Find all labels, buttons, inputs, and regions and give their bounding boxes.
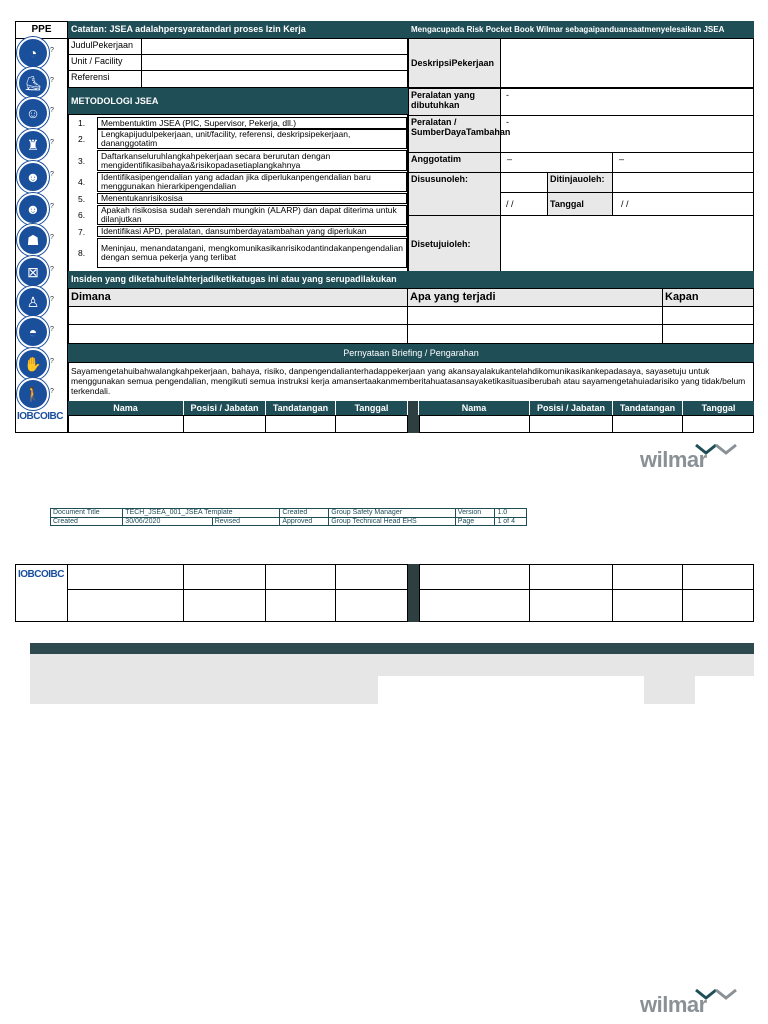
full-body-suit-icon: ♙ [17, 286, 49, 318]
judul-input[interactable] [141, 38, 408, 55]
ditinjau-date[interactable]: / / [612, 192, 754, 216]
anggota-input-2[interactable]: – [612, 152, 754, 173]
disusun-input[interactable] [500, 172, 548, 193]
sig-position-input[interactable] [183, 564, 266, 590]
sig-signature-input[interactable] [612, 415, 683, 433]
sig-signature-input[interactable] [265, 589, 336, 622]
briefing-title: Pernyataan Briefing / Pengarahan [68, 344, 754, 363]
risk-book-note: Mengacupada Risk Pocket Book Wilmar sebagaipanduansaatmenyelesaikan JSEA [408, 21, 754, 38]
sig-date-input[interactable] [682, 415, 754, 433]
unit-input[interactable] [141, 54, 408, 71]
sig-col-name: Nama [68, 401, 184, 415]
incident-when-input[interactable] [662, 324, 754, 344]
sig-signature-input[interactable] [612, 564, 683, 590]
method-step: 1. Membentuktim JSEA (PIC, Supervisor, Pekerja, dll.) [72, 117, 407, 129]
sig-date-input[interactable] [682, 564, 754, 590]
method-step: 5. Menentukanrisikosisa [72, 193, 407, 204]
sig-col-date: Tanggal [336, 401, 408, 415]
ppe-item: ☻ ? [17, 193, 65, 223]
ppe-item: ◔ ? [17, 37, 65, 67]
sig-col-signature: Tandatangan [266, 401, 336, 415]
sig-col-signature: Tandatangan [613, 401, 683, 415]
sig-date-input[interactable] [335, 564, 408, 590]
sig-col-date: Tanggal [683, 401, 754, 415]
anggota-label: Anggotatim [408, 152, 501, 173]
incident-what-input[interactable] [407, 324, 663, 344]
ppe-item: 🚶 ? [17, 378, 65, 408]
jsea-note: Catatan: JSEA adalahpersyaratandari proses Izin Kerja [68, 21, 408, 38]
wilmar-logo: wilmar [640, 988, 740, 1018]
ppe-item: ◓ ? [17, 316, 65, 346]
peralatan-input[interactable]: - [500, 88, 754, 116]
anggota-input-1[interactable]: – [500, 152, 613, 173]
judul-label: JudulPekerjaan [68, 38, 142, 55]
incident-where-input[interactable] [68, 306, 408, 325]
ppe-title: PPE [16, 22, 67, 39]
ppe-item: ♜ ? [17, 129, 65, 159]
welding-mask-icon: ☗ [17, 224, 49, 256]
incident-where-label: Dimana [68, 288, 408, 307]
ref-label: Referensi [68, 70, 142, 88]
hard-hat-icon: ◓ [17, 316, 49, 348]
coverall-icon: ♜ [17, 129, 49, 161]
sig-col-position: Posisi / Jabatan [184, 401, 266, 415]
method-step: 7. Identifikasi APD, peralatan, dansumberdayatambahan yang diperlukan [72, 226, 407, 237]
incident-title: Insiden yang diketahuitelahterjadiketikatugas ini atau yang serupadilakukan [68, 271, 754, 288]
disusun-label: Disusunoleh: [408, 172, 501, 216]
sig-position-input[interactable] [529, 415, 613, 433]
briefing-text: Sayamengetahuibahwalangkahpekerjaan, bahaya, risiko, danpengendalianterhadappekerjaan yang akansayalakukantelahdikomunikasikankepadasaya, sayasetuju untuk menggunakan semua pengendalian, mengikuti semua instruksi kerja amansertaakanmemberitahuatasansayaketikasituasiberubah atau sayamengetahuiadarisiko yang tidak/belum terkendali. [68, 362, 754, 402]
ref-input[interactable] [141, 70, 408, 88]
ppe-item: ✋ ? [17, 348, 65, 378]
ppe-item: ⛸ ? [17, 67, 65, 97]
incident-where-input[interactable] [68, 324, 408, 344]
ppe-item: ☻ ? [17, 161, 65, 191]
sig-col-position: Posisi / Jabatan [530, 401, 613, 415]
ppe-item: ♙ ? [17, 286, 65, 316]
sig-name-input[interactable] [68, 415, 184, 433]
sig-position-input[interactable] [529, 564, 613, 590]
method-step: 8. Meninjau, menandatangani, mengkomunikasikanrisikodantindakanpengendalian dengan semua pekerja yang terlibat [72, 238, 407, 268]
disetujui-input[interactable] [500, 215, 754, 272]
incident-when-input[interactable] [662, 306, 754, 325]
sig-date-input[interactable] [682, 589, 754, 622]
disusun-date[interactable]: / / [500, 192, 548, 216]
method-step: 4. Identifikasipengendalian yang adadan jika diperlukanpengendalian baru menggunakan hierarkipengendalian [72, 172, 407, 192]
sig-signature-input[interactable] [265, 564, 336, 590]
face-shield-icon: ☺ [17, 97, 49, 129]
sig-divider [408, 401, 419, 415]
ppe-item: ☺ ? [17, 97, 65, 127]
sig-name-input[interactable] [419, 564, 530, 590]
ppe-logo-cell [15, 564, 68, 622]
method-step: 2. Lengkapijudulpekerjaan, unit/facility, referensi, deskripsipekerjaan, dananggotatim [72, 129, 407, 149]
sumber-label: Peralatan / SumberDayaTambahan [408, 115, 501, 153]
gloves-icon: ✋ [17, 348, 49, 380]
blank-field[interactable] [378, 676, 644, 704]
dust-mask-icon: ☻ [17, 193, 49, 225]
ppe-item: ⊠ ? [17, 256, 65, 286]
tanggal-label: Tanggal [547, 192, 613, 216]
incident-when-label: Kapan [662, 288, 754, 307]
method-step: 6. Apakah risikosisa sudah serendah mungkin (ALARP) dan dapat diterima untuk dilanjutkan [72, 205, 407, 225]
ditinjau-label: Ditinjauoleh: [547, 172, 613, 193]
sig-divider [408, 415, 419, 433]
ppe-item: ☗ ? [17, 224, 65, 254]
ppe-logo: IOBCOIBC [17, 411, 63, 422]
safety-boots-icon: ⛸ [17, 67, 49, 99]
method-title: METODOLOGI JSEA [68, 88, 408, 114]
incident-what-input[interactable] [407, 306, 663, 325]
blank-field[interactable] [695, 676, 754, 704]
incident-what-label: Apa yang terjadi [407, 288, 663, 307]
sumber-input[interactable]: - [500, 115, 754, 153]
sig-divider [408, 564, 419, 622]
peralatan-label: Peralatan yang dibutuhkan [408, 88, 501, 116]
ppe-icon-list [15, 37, 68, 433]
deskripsi-input[interactable] [500, 38, 754, 88]
wilmar-logo: wilmar [640, 443, 740, 473]
method-step: 3. Daftarkanseluruhlangkahpekerjaan secara berurutan dengan mengidentifikasibahaya&risikopadasetiaplangkahnya [72, 150, 407, 171]
sig-signature-input[interactable] [265, 415, 336, 433]
sig-name-input[interactable] [67, 589, 184, 622]
disetujui-label: Disetujuioleh: [408, 215, 501, 272]
ear-protection-icon: ◔ [17, 37, 49, 69]
deskripsi-label: DeskripsiPekerjaan [408, 38, 501, 88]
apron-icon: ⊠ [17, 256, 49, 288]
sig-signature-input[interactable] [612, 589, 683, 622]
sig-col-name: Nama [419, 401, 530, 415]
sig-date-input[interactable] [335, 415, 408, 433]
sig-position-input[interactable] [529, 589, 613, 622]
sig-name-input[interactable] [419, 589, 530, 622]
ppe-logo: IOBCOIBC [18, 569, 64, 580]
respirator-icon: ☻ [17, 161, 49, 193]
section-bar [30, 643, 754, 654]
sig-position-input[interactable] [183, 415, 266, 433]
unit-label: Unit / Facility [68, 54, 142, 71]
sig-position-input[interactable] [183, 589, 266, 622]
ditinjau-input[interactable] [612, 172, 754, 193]
document-info-table: Document Title TECH_JSEA_001_JSEA Template Created Group Safety Manager Version 1.0 Created 30/06/2020 Revised Approved Group Technical Head EHS Page 1 of 4 [50, 508, 527, 526]
sig-name-input[interactable] [419, 415, 530, 433]
pedestrian-icon: 🚶 [17, 378, 49, 410]
sig-name-input[interactable] [67, 564, 184, 590]
sig-date-input[interactable] [335, 589, 408, 622]
